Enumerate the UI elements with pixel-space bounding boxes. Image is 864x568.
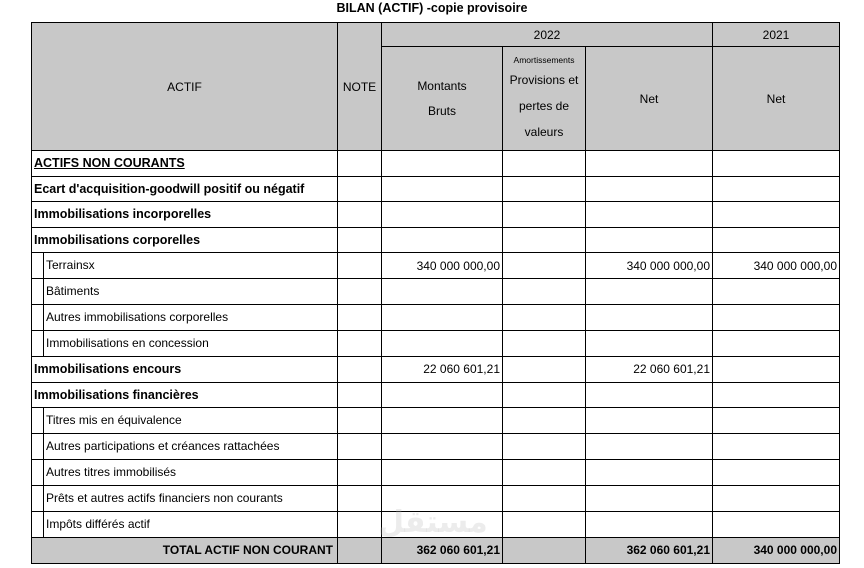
note-cell [338, 176, 382, 202]
note-cell [338, 227, 382, 253]
row-label: Immobilisations en concession [46, 336, 209, 350]
amort-cell [503, 176, 586, 202]
net-cell [586, 176, 713, 202]
net-prev-cell [713, 331, 840, 357]
row-label-cell [32, 512, 338, 538]
amort-cell [503, 382, 586, 408]
amort-cell [503, 486, 586, 512]
net-cell [586, 151, 713, 177]
table-row [32, 382, 840, 408]
note-cell [338, 279, 382, 305]
montants-bruts-header [382, 47, 503, 151]
note-cell [338, 460, 382, 486]
amort-cell [503, 357, 586, 383]
actif-header: ACTIF [32, 23, 338, 151]
montants-line2: Bruts [427, 103, 456, 118]
brut-cell [382, 408, 503, 434]
net-cell [586, 227, 713, 253]
net-prev-cell [713, 408, 840, 434]
amort-line3: valeurs [524, 124, 564, 139]
table-row [32, 253, 840, 279]
net-prev-cell [713, 176, 840, 202]
net-cell [586, 279, 713, 305]
net-cell [586, 460, 713, 486]
note-cell [338, 202, 382, 228]
table-row [32, 331, 840, 357]
row-label-cell [32, 434, 338, 460]
note-cell [338, 382, 382, 408]
total-note [338, 538, 382, 564]
net-prev-cell: 340 000 000,00 [713, 253, 840, 279]
amort-line1: Provisions et [509, 72, 579, 87]
amort-cell [503, 434, 586, 460]
balance-sheet-table [31, 22, 840, 564]
year-current-header: 2022 [382, 23, 713, 47]
section-label: Immobilisations corporelles [32, 227, 338, 253]
table-row [32, 512, 840, 538]
amort-cell [503, 305, 586, 331]
row-label-cell [32, 279, 338, 305]
table-row [32, 202, 840, 228]
row-label-cell [32, 460, 338, 486]
amortissements-header [503, 47, 586, 151]
total-row [32, 538, 840, 564]
table-row [32, 408, 840, 434]
row-label-cell [32, 331, 338, 357]
amort-line2: pertes de [518, 98, 570, 113]
brut-cell [382, 434, 503, 460]
row-label: Autres immobilisations corporelles [46, 310, 229, 324]
row-label: Terrainsx [46, 258, 95, 272]
note-cell [338, 486, 382, 512]
note-cell [338, 357, 382, 383]
amort-cell [503, 512, 586, 538]
brut-cell [382, 382, 503, 408]
row-label: Bâtiments [46, 284, 100, 298]
net-prev-cell [713, 305, 840, 331]
section-label: Immobilisations financières [32, 382, 338, 408]
net-prev-cell [713, 227, 840, 253]
brut-cell [382, 176, 503, 202]
table-row [32, 486, 840, 512]
row-label-cell [32, 408, 338, 434]
net-cell [586, 434, 713, 460]
brut-cell [382, 151, 503, 177]
table-row [32, 151, 840, 177]
year-previous-header: 2021 [713, 23, 840, 47]
amort-cell [503, 331, 586, 357]
brut-cell [382, 486, 503, 512]
brut-cell [382, 279, 503, 305]
net-prev-cell [713, 460, 840, 486]
table-row [32, 279, 840, 305]
net-cell [586, 202, 713, 228]
table-row [32, 357, 840, 383]
section-label: ACTIFS NON COURANTS [32, 151, 338, 177]
net-cell [586, 512, 713, 538]
amort-cell [503, 227, 586, 253]
total-amort [503, 538, 586, 564]
watermark-logo: مستقل [378, 506, 488, 539]
amort-small-label: Amortissements [513, 54, 575, 65]
row-label: Titres mis en équivalence [46, 413, 182, 427]
row-label: Autres participations et créances rattachées [46, 439, 280, 453]
row-label-cell [32, 486, 338, 512]
table-row [32, 460, 840, 486]
montants-line1: Montants [417, 78, 467, 93]
brut-cell [382, 202, 503, 228]
brut-cell [382, 460, 503, 486]
net-previous-header: Net [713, 47, 840, 151]
note-cell [338, 253, 382, 279]
net-cell [586, 408, 713, 434]
amort-cell [503, 253, 586, 279]
section-label: Immobilisations incorporelles [32, 202, 338, 228]
net-prev-cell [713, 382, 840, 408]
section-label: Immobilisations encours [32, 357, 338, 383]
net-cell [586, 382, 713, 408]
row-label-cell [32, 253, 338, 279]
brut-cell [382, 305, 503, 331]
note-cell [338, 305, 382, 331]
brut-cell: 22 060 601,21 [382, 357, 503, 383]
table-row [32, 227, 840, 253]
net-cell [586, 305, 713, 331]
table-row [32, 176, 840, 202]
net-prev-cell [713, 486, 840, 512]
page-title: BILAN (ACTIF) -copie provisoire [336, 1, 528, 15]
section-label: Ecart d'acquisition-goodwill positif ou négatif [32, 176, 338, 202]
brut-cell [382, 331, 503, 357]
amort-cell [503, 279, 586, 305]
brut-cell [382, 227, 503, 253]
brut-cell [382, 512, 503, 538]
note-cell [338, 434, 382, 460]
note-cell [338, 408, 382, 434]
net-prev-cell [713, 202, 840, 228]
total-net: 362 060 601,21 [586, 538, 713, 564]
net-current-header: Net [586, 47, 713, 151]
table-row [32, 305, 840, 331]
row-label-cell [32, 305, 338, 331]
total-net-prev: 340 000 000,00 [713, 538, 840, 564]
brut-cell: 340 000 000,00 [382, 253, 503, 279]
amort-cell [503, 151, 586, 177]
note-cell [338, 331, 382, 357]
net-cell [586, 331, 713, 357]
net-prev-cell [713, 434, 840, 460]
net-cell: 22 060 601,21 [586, 357, 713, 383]
row-label: Autres titres immobilisés [46, 465, 177, 479]
note-header: NOTE [338, 23, 382, 151]
table-body [32, 151, 840, 538]
amort-cell [503, 460, 586, 486]
amort-cell [503, 408, 586, 434]
net-prev-cell [713, 151, 840, 177]
net-prev-cell [713, 512, 840, 538]
amort-cell [503, 202, 586, 228]
row-label: Impôts différés actif [46, 517, 150, 531]
row-label: Prêts et autres actifs financiers non courants [46, 491, 283, 505]
net-cell: 340 000 000,00 [586, 253, 713, 279]
total-brut: 362 060 601,21 [382, 538, 503, 564]
table-row [32, 434, 840, 460]
net-cell [586, 486, 713, 512]
net-prev-cell [713, 357, 840, 383]
note-cell [338, 512, 382, 538]
total-label: TOTAL ACTIF NON COURANT [32, 538, 338, 564]
net-prev-cell [713, 279, 840, 305]
note-cell [338, 151, 382, 177]
